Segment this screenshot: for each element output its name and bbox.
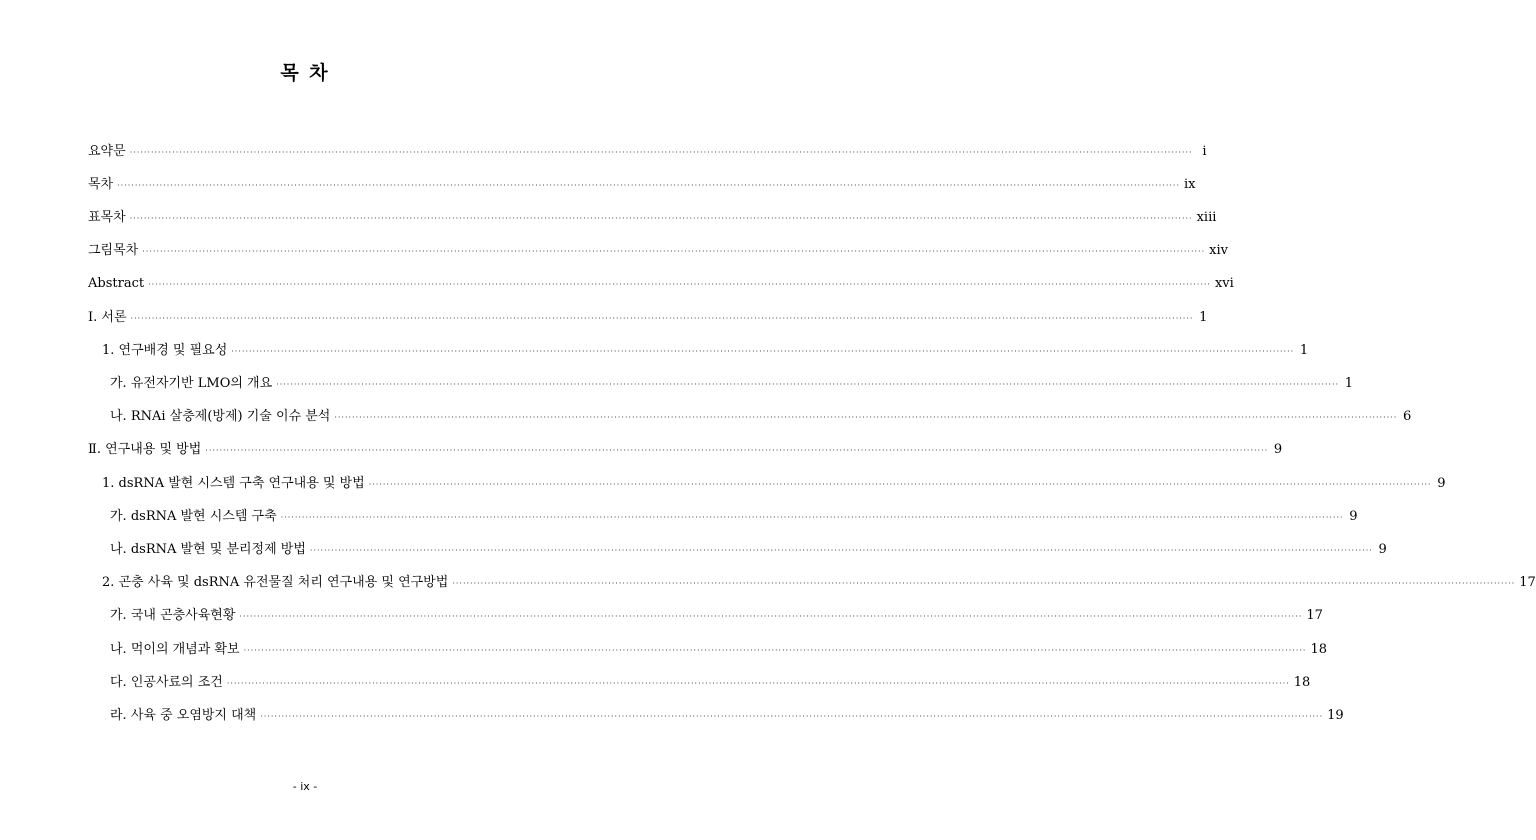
toc-leader-dots: ············································································································································································································································································································ (231, 347, 1295, 356)
toc-entry[interactable] (102, 340, 1309, 362)
toc-entry-page: 1 (1199, 310, 1208, 325)
toc-entry-label: 1. 연구배경 및 필요성 (102, 343, 228, 358)
toc-leader-dots: ············································································································································································································································································································ (368, 480, 1432, 489)
toc-entry-label: 라. 사육 중 오염방지 대책 (110, 708, 257, 723)
toc-entry-page: 19 (1327, 708, 1344, 723)
toc-entry[interactable] (88, 207, 1217, 229)
toc-entry[interactable] (88, 439, 1283, 461)
toc-leader-dots: ············································································································································································································································································································ (276, 380, 1340, 389)
toc-entry-label: 나. 먹이의 개념과 확보 (110, 642, 240, 657)
toc-entry-page: 9 (1437, 476, 1446, 491)
toc-entry[interactable] (88, 307, 1208, 329)
toc-entry-label: 가. 국내 곤충사육현황 (110, 608, 236, 623)
toc-leader-dots: ············································································································································································································································································································ (260, 712, 1324, 721)
toc-entry-page: xvi (1214, 276, 1234, 291)
toc-entry-label: 가. 유전자기반 LMO의 개요 (110, 376, 273, 391)
toc-entry-label: Abstract (88, 276, 145, 291)
toc-entry-page: xiv (1209, 243, 1228, 258)
toc-entry-page: xiii (1196, 210, 1217, 225)
toc-leader-dots: ············································································································································································································································································································ (205, 446, 1269, 455)
toc-entry[interactable] (110, 705, 1344, 727)
toc-entry-page: 17 (1306, 608, 1323, 623)
toc-leader-dots: ············································································································································································································································································································ (148, 280, 1211, 289)
toc-entry-label: 목차 (88, 177, 114, 192)
toc-leader-dots: ············································································································································································································································································································ (142, 247, 1206, 256)
toc-entry-label: 나. dsRNA 발현 및 분리정제 방법 (110, 542, 306, 557)
toc-entry-page: 6 (1402, 409, 1412, 424)
toc-entry[interactable] (110, 373, 1354, 395)
toc-entry[interactable] (110, 406, 1412, 428)
page-title: 목 차 (280, 62, 330, 84)
toc-entry-page: 18 (1293, 675, 1311, 690)
toc-entry[interactable] (88, 240, 1228, 262)
toc-leader-dots: ············································································································································································································································································································ (334, 413, 1398, 422)
toc-leader-dots: ············································································································································································································································································································ (309, 546, 1373, 555)
toc-entry-page: 18 (1310, 642, 1327, 657)
toc-entry-label: 그림목차 (88, 243, 139, 258)
toc-entry-label: 1. dsRNA 발현 시스템 구축 연구내용 및 방법 (102, 476, 365, 491)
toc-entry[interactable] (88, 273, 1234, 295)
toc-leader-dots: ············································································································································································································································································································ (117, 181, 1181, 190)
toc-entry[interactable] (88, 174, 1196, 196)
toc-entry-label: Ⅰ. 서론 (88, 310, 127, 325)
toc-entry[interactable] (102, 572, 1536, 594)
toc-leader-dots: ············································································································································································································································································································ (280, 513, 1344, 522)
toc-entry-label: 요약문 (88, 144, 126, 159)
toc-entry[interactable] (88, 141, 1207, 163)
toc-entry[interactable] (110, 605, 1323, 627)
toc-leader-dots: ············································································································································································································································································································ (243, 646, 1307, 655)
toc-entry-label: Ⅱ. 연구내용 및 방법 (88, 442, 202, 457)
toc-entry-label: 가. dsRNA 발현 시스템 구축 (110, 509, 277, 524)
toc-leader-dots: ············································································································································································································································································································ (129, 214, 1193, 223)
toc-leader-dots: ············································································································································································································································································································ (226, 679, 1290, 688)
toc-entry-page: ix (1184, 177, 1196, 192)
toc-entry-label: 표목차 (88, 210, 126, 225)
toc-entry-page: 1 (1299, 343, 1309, 358)
toc-entry[interactable] (102, 473, 1446, 495)
toc-entry-page: 1 (1344, 376, 1354, 391)
toc-entry-label: 다. 인공사료의 조건 (110, 675, 223, 690)
toc-leader-dots: ············································································································································································································································································································ (239, 612, 1303, 621)
toc-leader-dots: ············································································································································································································································································································ (129, 148, 1193, 157)
toc-entry[interactable] (110, 672, 1311, 694)
toc-entry-page: 9 (1378, 542, 1387, 557)
toc-leader-dots: ············································································································································································································································································································ (130, 314, 1194, 323)
toc-entry-label: 나. RNAi 살충제(방제) 기술 이슈 분석 (110, 409, 331, 424)
toc-entry-label: 2. 곤충 사육 및 dsRNA 유전물질 처리 연구내용 및 연구방법 (102, 575, 449, 590)
page-number-footer: - ix - (292, 780, 318, 793)
toc-leader-dots: ············································································································································································································································································································ (452, 579, 1516, 588)
toc-entry-page: 17 (1519, 575, 1536, 590)
toc-entry[interactable] (110, 506, 1358, 528)
toc-entry-page: 9 (1349, 509, 1358, 524)
toc-entry-page: 9 (1273, 442, 1283, 457)
toc-entry[interactable] (110, 539, 1387, 561)
toc-entry-page: i (1202, 144, 1207, 159)
toc-entry[interactable] (110, 639, 1327, 661)
